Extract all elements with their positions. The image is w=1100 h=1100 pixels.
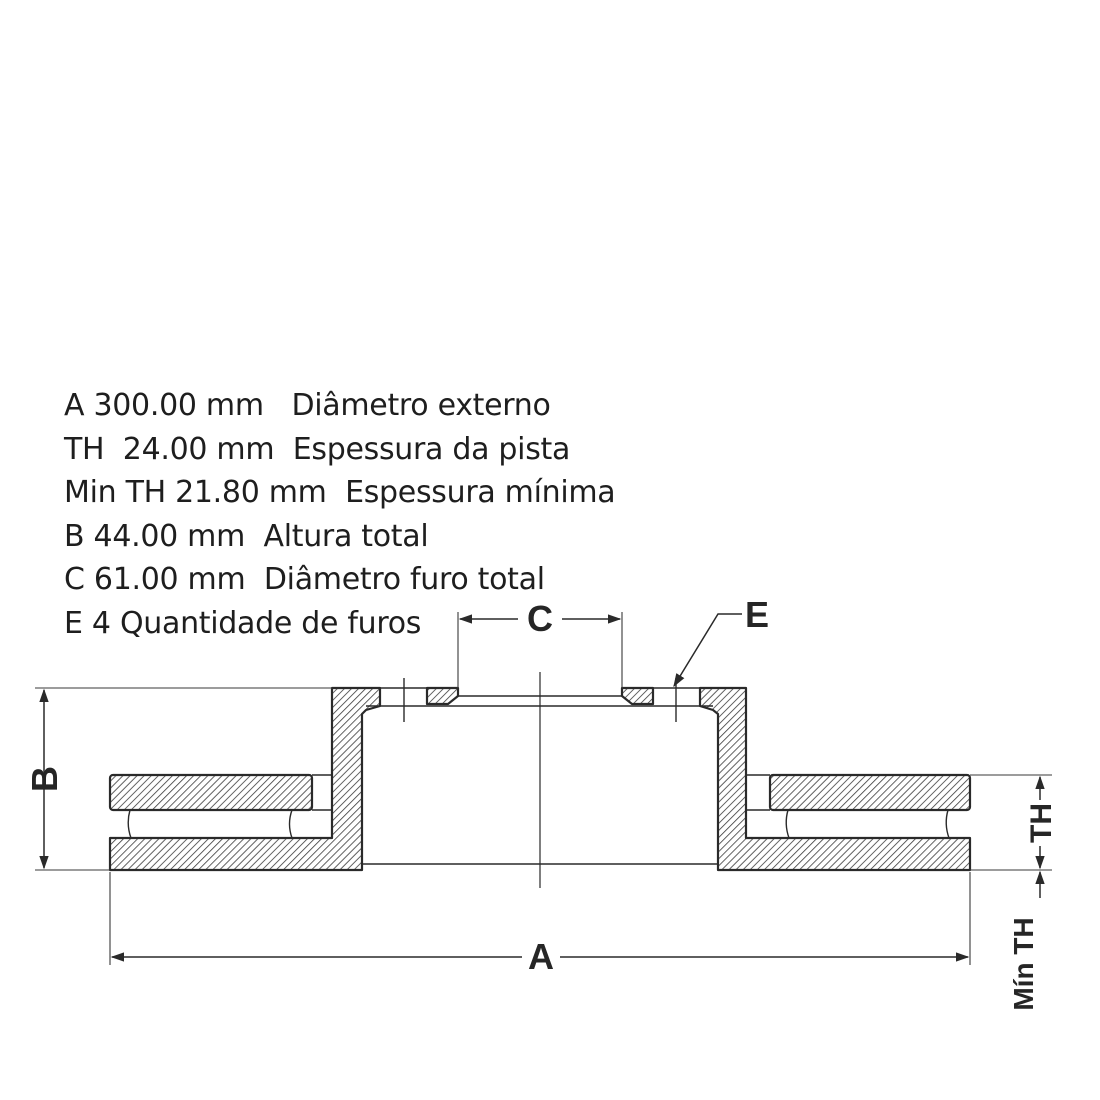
spec-description: Espessura da pista: [292, 431, 571, 467]
spec-description: Diâmetro externo: [291, 388, 551, 423]
hat-top-left: [427, 688, 458, 704]
left-outer-friction-ring: [110, 775, 312, 810]
spec-value: 4: [91, 605, 111, 641]
spec-description: Diâmetro furo total: [263, 562, 545, 598]
spec-description: Altura total: [263, 518, 429, 554]
spec-value: 61.00 mm: [93, 562, 246, 598]
dimension-label-e: E: [745, 594, 770, 635]
spec-description: Espessura mínima: [345, 475, 616, 511]
hat-top-right: [622, 688, 653, 704]
spec-value: 24.00 mm: [122, 431, 275, 467]
spec-code: Min TH: [64, 475, 166, 511]
dimension-label-c: C: [527, 598, 553, 639]
spec-code: TH: [64, 431, 105, 467]
spec-code: C: [64, 562, 85, 598]
dimension-label-b: B: [24, 766, 65, 792]
spec-description: Quantidade de furos: [119, 605, 422, 641]
dimension-label-min-th: Mín TH: [1008, 917, 1039, 1011]
dimension-label-th: TH: [1025, 803, 1058, 843]
spec-code: A: [64, 388, 85, 423]
spec-code: B: [64, 518, 85, 554]
right-outer-friction-ring: [770, 775, 970, 810]
spec-value: 21.80 mm: [175, 475, 327, 511]
dimension-label-a: A: [528, 936, 554, 977]
spec-code: E: [64, 605, 83, 641]
spec-value: 300.00 mm: [93, 388, 264, 423]
spec-value: 44.00 mm: [93, 518, 245, 554]
